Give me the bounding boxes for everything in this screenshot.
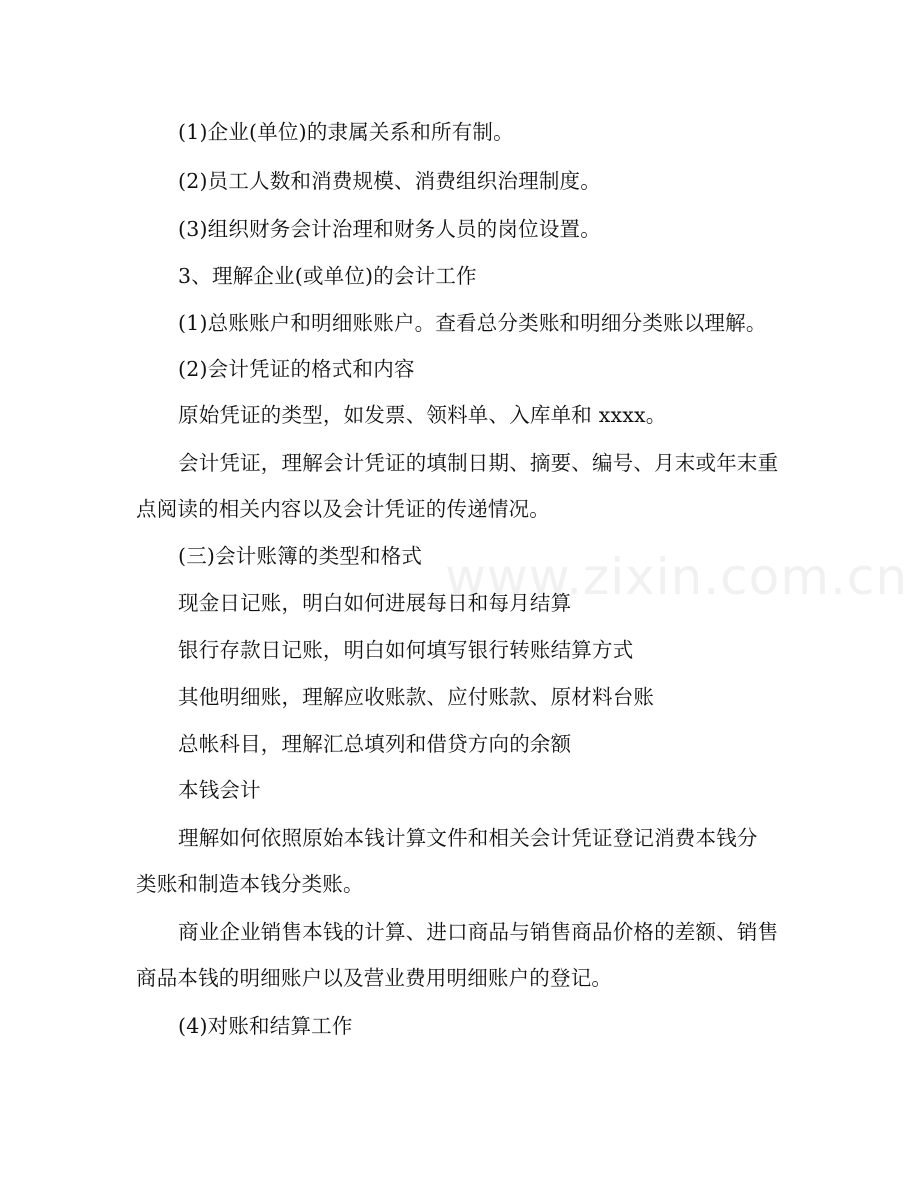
text-line: (3)组织财务会计治理和财务人员的岗位设置。 bbox=[178, 217, 601, 241]
text-line: 类账和制造本钱分类账。 bbox=[136, 872, 364, 896]
text-line: 现金日记账，明白如何进展每日和每月结算 bbox=[178, 591, 572, 615]
text-line: (2)会计凭证的格式和内容 bbox=[178, 357, 415, 381]
text-line: 原始凭证的类型，如发票、领料单、入库单和 xxxx。 bbox=[178, 403, 667, 427]
text-line: (1)总账账户和明细账账户。查看总分类账和明细分类账以理解。 bbox=[178, 311, 767, 335]
text-line: 其他明细账，理解应收账款、应付账款、原材料台账 bbox=[178, 685, 655, 709]
text-line: 商业企业销售本钱的计算、进口商品与销售商品价格的差额、销售 bbox=[178, 920, 779, 944]
text-line: (2)员工人数和消费规模、消费组织治理制度。 bbox=[178, 169, 601, 193]
text-line: 商品本钱的明细账户以及营业费用明细账户的登记。 bbox=[136, 966, 613, 990]
watermark: www.zixin.com.cn bbox=[445, 548, 909, 606]
text-line: (1)企业(单位)的隶属关系和所有制。 bbox=[178, 120, 514, 144]
text-line: 银行存款日记账，明白如何填写银行转账结算方式 bbox=[178, 638, 634, 662]
section-heading: (4)对账和结算工作 bbox=[178, 1014, 353, 1038]
text-line: 会计凭证，理解会计凭证的填制日期、摘要、编号、月末或年末重 bbox=[178, 451, 779, 475]
text-line: 理解如何依照原始本钱计算文件和相关会计凭证登记消费本钱分 bbox=[178, 826, 758, 850]
text-line: 点阅读的相关内容以及会计凭证的传递情况。 bbox=[136, 497, 550, 521]
text-line: 总帐科目，理解汇总填列和借贷方向的余额 bbox=[178, 732, 572, 756]
section-heading: 3、理解企业(或单位)的会计工作 bbox=[178, 264, 477, 288]
section-heading: (三)会计账簿的类型和格式 bbox=[178, 544, 423, 568]
text-line: 本钱会计 bbox=[178, 778, 261, 802]
